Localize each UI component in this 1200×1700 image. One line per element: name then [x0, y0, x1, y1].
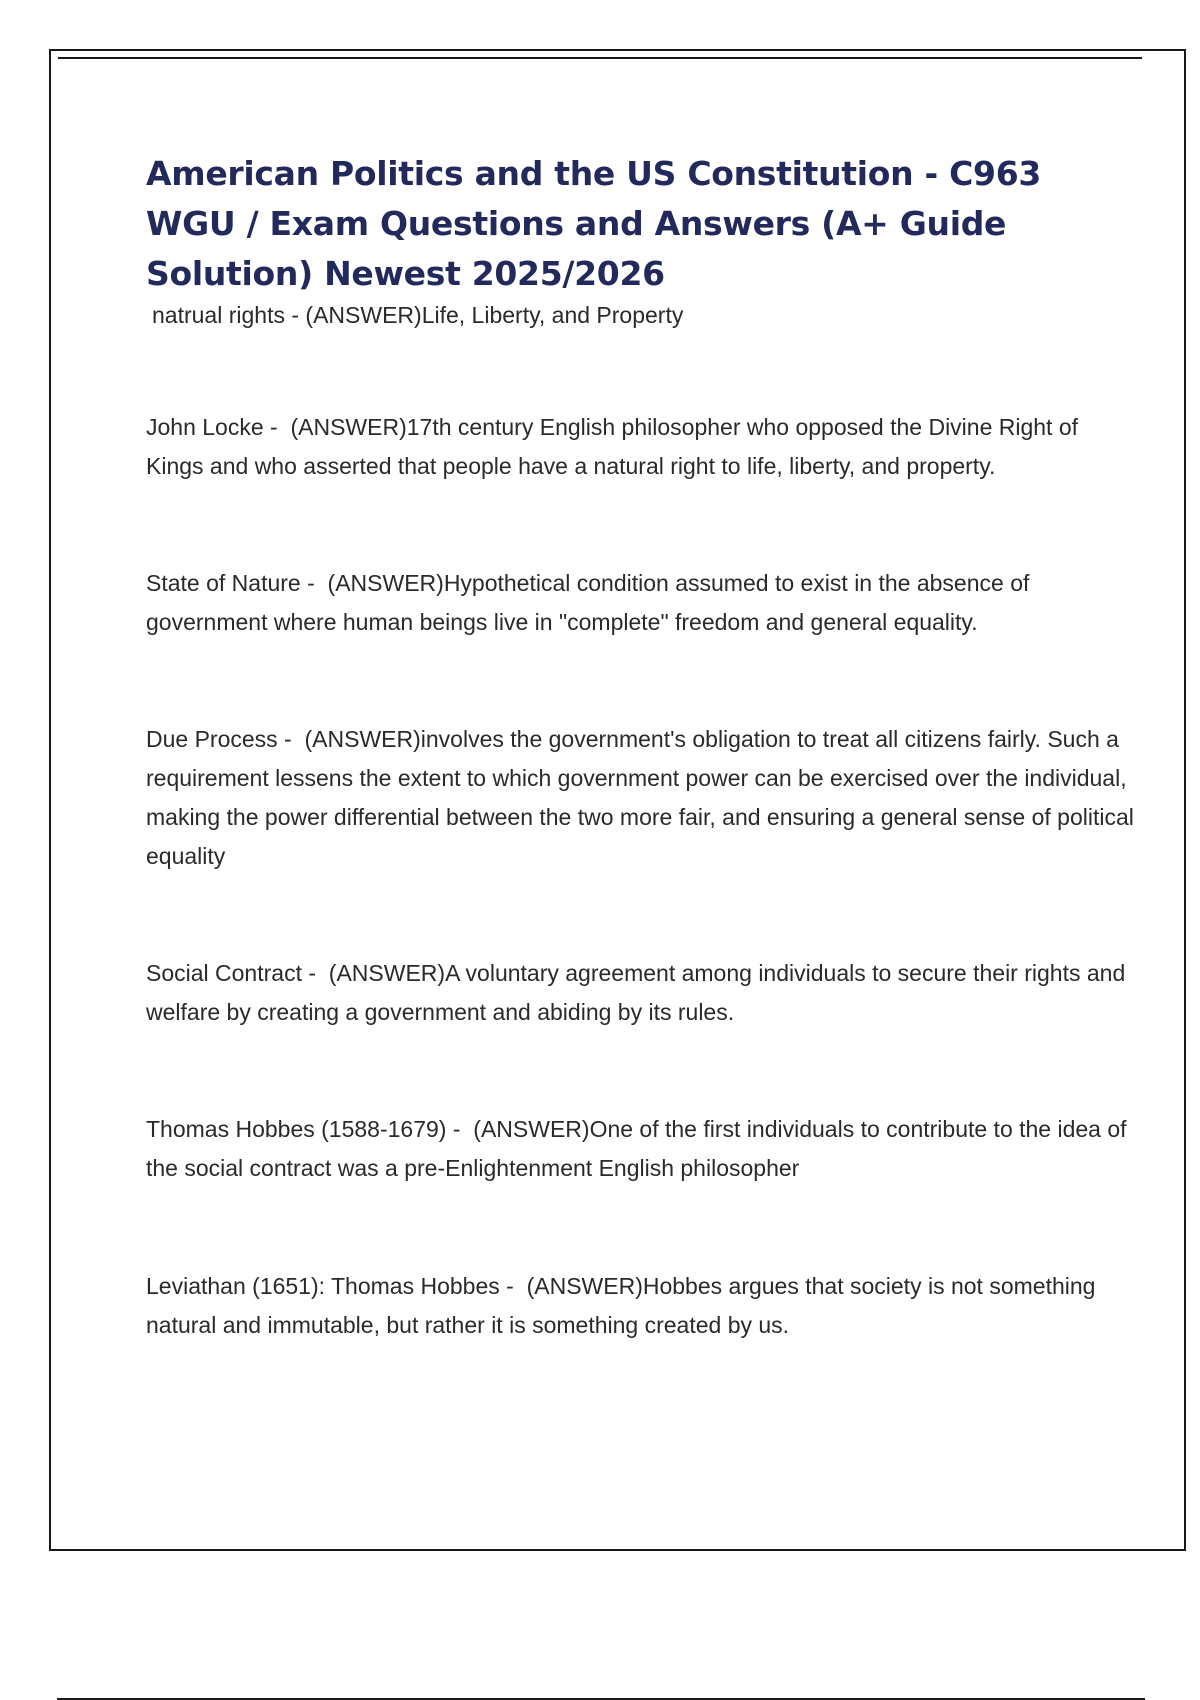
answer-tag: (ANSWER)	[304, 726, 421, 752]
entry-answer: Hobbes argues that society is not something natural and immutable, but rather it is something created by us.	[146, 1273, 1096, 1338]
entry-answer: One of the first individuals to contribute to the idea of the social contract was a pre-Enlightenment English philosopher	[146, 1116, 1127, 1181]
entry-term: State of Nature -	[146, 570, 322, 596]
qa-entry-due-process	[146, 720, 1136, 876]
document-title: American Politics and the US Constitution - C963 WGU / Exam Questions and Answers (A+ Guide Solution) Newest 2025/2026	[146, 154, 1042, 293]
entry-term: Leviathan (1651): Thomas Hobbes -	[146, 1273, 521, 1299]
entry-answer: involves the government's obligation to treat all citizens fairly. Such a requirement lessens the extent to which government power can be exercised over the individual, making the power differential between the two more fair, and ensuring a general sense of political equality	[146, 726, 1134, 869]
entry-answer: A voluntary agreement among individuals to secure their rights and welfare by creating a government and abiding by its rules.	[146, 960, 1126, 1025]
entry-term: natrual rights -	[152, 302, 306, 328]
answer-tag: (ANSWER)	[327, 570, 444, 596]
page-frame	[49, 49, 1186, 1551]
entry-term: Thomas Hobbes (1588-1679) -	[146, 1116, 467, 1142]
entry-answer: Hypothetical condition assumed to exist in the absence of government where human beings live in "complete" freedom and general equality.	[146, 570, 1030, 635]
entry-answer: 17th century English philosopher who opposed the Divine Right of Kings and who asserted that people have a natural right to life, liberty, and property.	[146, 414, 1079, 479]
document-body	[146, 149, 1136, 1345]
qa-entry-leviathan	[146, 1267, 1136, 1345]
answer-tag: (ANSWER)	[305, 302, 422, 328]
answer-tag: (ANSWER)	[328, 960, 446, 986]
entry-term: John Locke -	[146, 414, 285, 440]
entry-term: Due Process -	[146, 726, 299, 752]
top-rule	[58, 57, 1142, 59]
qa-entry-social-contract	[146, 954, 1136, 1032]
entry-term: Social Contract -	[146, 960, 323, 986]
qa-entry-thomas-hobbes	[146, 1110, 1136, 1188]
answer-tag: (ANSWER)	[290, 414, 407, 440]
qa-entry-john-locke	[146, 408, 1136, 486]
entry-answer: Life, Liberty, and Property	[421, 302, 684, 328]
qa-entry-natural-rights	[152, 299, 1136, 331]
answer-tag: (ANSWER)	[473, 1116, 590, 1142]
qa-entry-state-of-nature	[146, 564, 1136, 642]
answer-tag: (ANSWER)	[526, 1273, 643, 1299]
